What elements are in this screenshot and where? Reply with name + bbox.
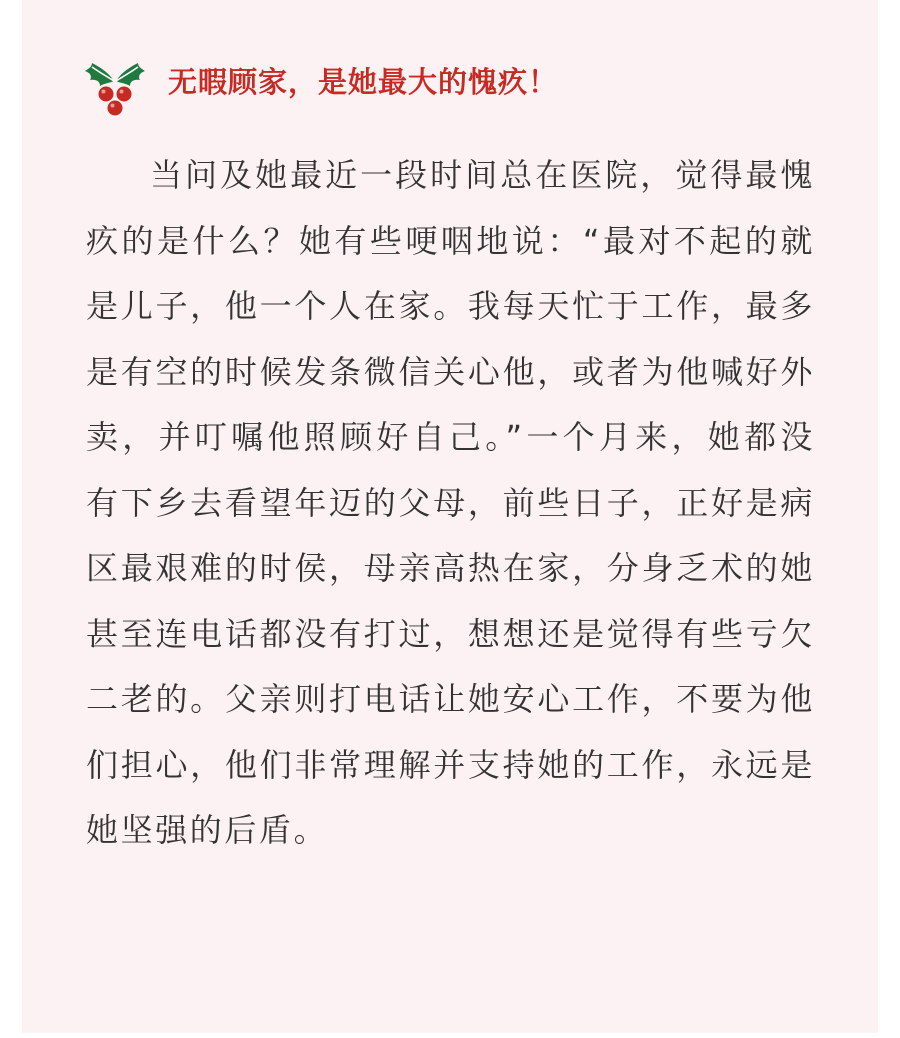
section-title: 无暇顾家，是她最大的愧疚！	[168, 64, 559, 99]
section-heading	[84, 52, 558, 118]
holly-icon	[84, 53, 146, 117]
article-paragraph: 当问及她最近一段时间总在医院，觉得最愧疚的是什么？她有些哽咽地说：“最对不起的就是儿子，他一个人在家。我每天忙于工作，最多是有空的时候发条微信关心他，或者为他喊好外卖，并叮嘱他照顾好自己。”一个月来，她都没有下乡去看望年迈的父母，前些日子，正好是病区最艰难的时侯，母亲高热在家，分身乏术的她甚至连电话都没有打过，想想还是觉得有些亏欠二老的。父亲则打电话让她安心工作，不要为他们担心，他们非常理解并支持她的工作，永远是她坚强的后盾。	[86, 156, 815, 849]
